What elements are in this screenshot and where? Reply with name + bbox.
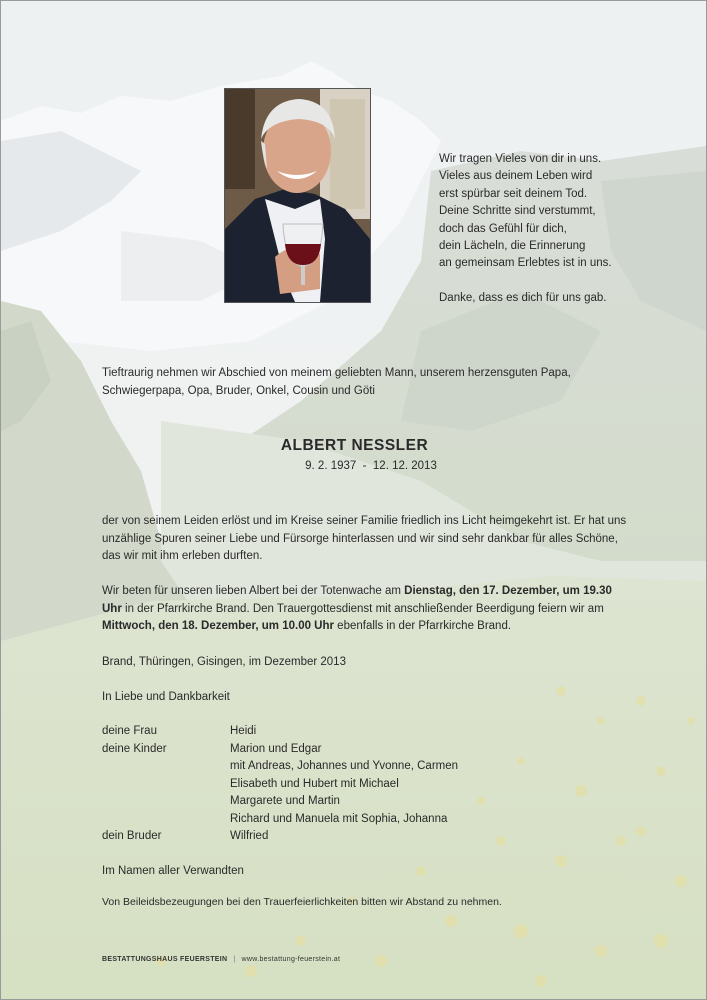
family-row <box>102 741 458 759</box>
family-row <box>102 793 458 811</box>
place-and-date: Brand, Thüringen, Gisingen, im Dezember 2013 <box>102 656 346 668</box>
family-names: Wilfried <box>230 830 269 842</box>
poem-line: Danke, dass es dich für uns gab. <box>439 291 607 304</box>
family-names: Margarete und Martin <box>230 795 340 807</box>
passing-paragraph: der von seinem Leiden erlöst und im Kreise seiner Familie friedlich ins Licht heimgekehrt ist. Er hat uns unzählige Spuren seiner Liebe und Fürsorge hinterlassen und wir sind sehr dankbar für alles Schöne, das wir mit ihm erleben durften. <box>102 515 627 563</box>
family-names: Elisabeth und Hubert mit Michael <box>230 777 399 790</box>
footer <box>102 956 340 963</box>
funeral-home-url[interactable]: www.bestattung-feuerstein.at <box>241 956 341 963</box>
poem-line: Deine Schritte sind verstummt, <box>439 205 596 218</box>
poem-line <box>439 273 612 290</box>
family-relation <box>102 758 230 776</box>
family-row <box>102 828 458 846</box>
service-text-1: Wir beten für unseren lieben Albert bei der Totenwache am <box>102 585 405 597</box>
poem-line: Wir tragen Vieles von dir in uns. <box>439 153 602 165</box>
family-relation <box>102 793 230 811</box>
service-details-paragraph <box>102 583 632 636</box>
family-names: Richard und Manuela mit Sophia, Johanna <box>230 812 448 825</box>
service-text-2: in der Pfarrkirche Brand. Den Trauergottesdienst mit anschließender Beerdigung feiern wir am <box>121 602 604 615</box>
farewell-intro: Tieftraurig nehmen wir Abschied von meinem geliebten Mann, unserem herzensguten Papa, Schwiegerpapa, Opa, Bruder, Onkel, Cousin und Göti <box>102 367 571 397</box>
family-relation <box>102 811 230 829</box>
love-and-gratitude: In Liebe und Dankbarkeit <box>102 691 230 703</box>
deceased-name: ALBERT NESSLER <box>280 437 429 454</box>
family-names: Marion und Edgar <box>230 742 322 755</box>
family-row <box>102 723 458 741</box>
life-dates: 9. 2. 1937 - 12. 12. 2013 <box>305 460 437 472</box>
funeral-date-time: Mittwoch, den 18. Dezember, um 10.00 Uhr <box>102 620 334 633</box>
family-relation: dein Bruder <box>102 830 162 842</box>
poem-line: dein Lächeln, die Erinnerung <box>439 240 586 253</box>
service-text-3: ebenfalls in der Pfarrkirche Brand. <box>333 620 512 633</box>
family-relation: deine Frau <box>102 725 157 737</box>
family-row <box>102 811 458 829</box>
family-list <box>102 723 458 846</box>
on-behalf-line: Im Namen aller Verwandten <box>102 865 244 877</box>
poem-line: Vieles aus deinem Leben wird <box>439 170 593 183</box>
family-relation <box>102 776 230 794</box>
family-names: mit Andreas, Johannes und Yvonne, Carmen <box>230 760 459 772</box>
deceased-portrait-photo <box>224 88 371 303</box>
family-names: Heidi <box>230 725 257 737</box>
family-row <box>102 776 458 794</box>
poem-line: an gemeinsam Erlebtes ist in uns. <box>439 257 612 270</box>
family-row <box>102 758 458 776</box>
memorial-poem <box>439 151 612 307</box>
wake-date-time: Dienstag, den 17. Dezember, um 19.30 Uhr <box>102 585 612 615</box>
footer-separator: | <box>233 956 236 963</box>
condolence-note: Von Beileidsbezeugungen bei den Trauerfeierlichkeiten bitten wir Abstand zu nehmen. <box>102 896 502 908</box>
poem-line: erst spürbar seit deinem Tod. <box>439 187 588 200</box>
portrait-image <box>225 89 370 302</box>
family-relation: deine Kinder <box>102 742 167 755</box>
funeral-home-name: BESTATTUNGSHAUS FEUERSTEIN <box>102 956 228 963</box>
poem-line: doch das Gefühl für dich, <box>439 222 567 235</box>
